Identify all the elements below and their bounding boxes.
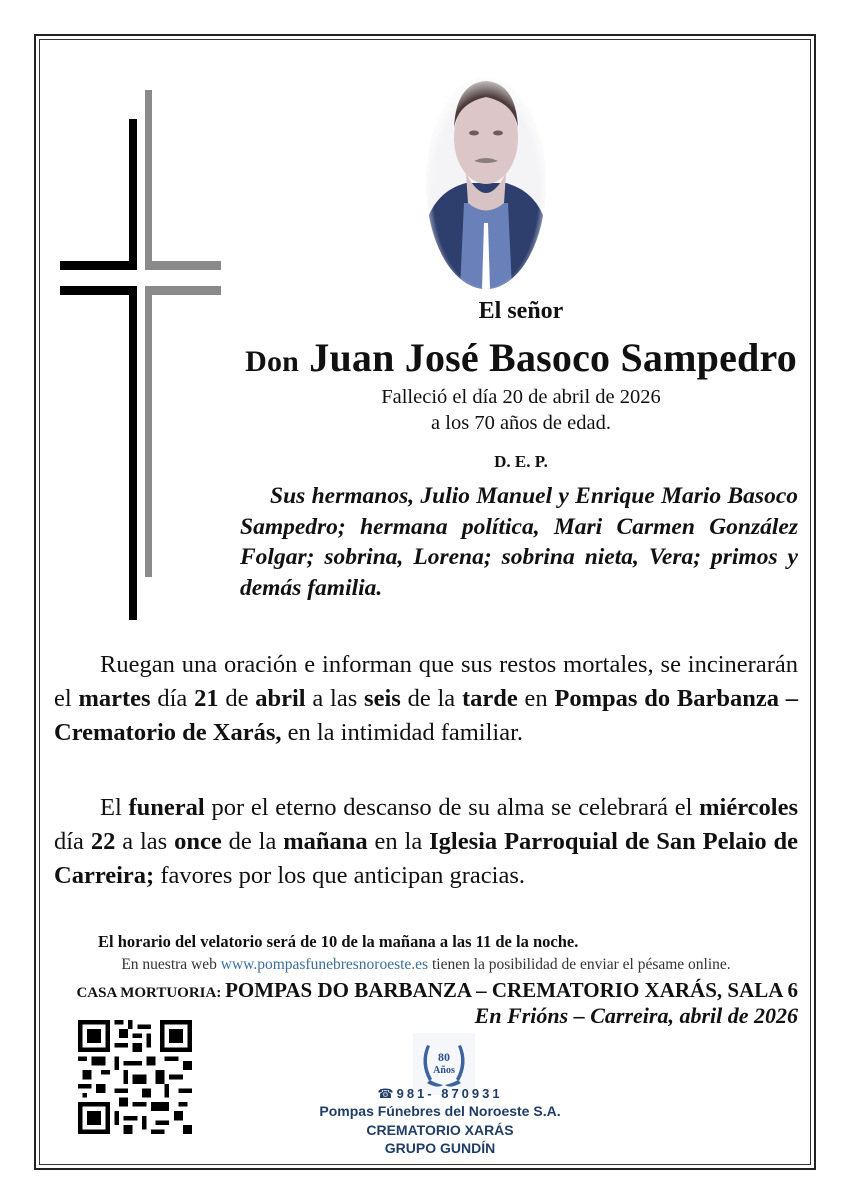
- phone-icon: ☎: [377, 1086, 397, 1101]
- place-date: En Frións – Carreira, abril de 2026: [474, 1003, 798, 1028]
- website-link[interactable]: www.pompasfunebresnoroeste.es: [220, 956, 429, 973]
- deceased-name: [240, 334, 802, 381]
- funeral-home: [76, 978, 798, 1003]
- company-name: Pompas Fúnebres del Noroeste S.A.: [319, 1103, 561, 1119]
- rip-label: D. E. P.: [494, 452, 548, 471]
- funeral-home-value: POMPAS DO BARBANZA – CREMATORIO XARÁS, SALA 6: [225, 978, 798, 1002]
- death-date: Falleció el día 20 de abril de 2026: [381, 386, 661, 408]
- title-prefix: El señor: [478, 298, 564, 324]
- funeral-paragraph: El funeral por el eterno descanso de su alma se celebrará el miércoles día 22 a las once de la mañana en la Iglesia Parroquial de San Pelaio de Carreira; favores por los que anticipan gracias.: [54, 794, 798, 889]
- portrait-photo: [426, 73, 546, 289]
- full-name: Juan José Basoco Sampedro: [309, 335, 797, 380]
- honorific: Don: [245, 345, 300, 378]
- age: a los 70 años de edad.: [431, 412, 611, 434]
- death-info: [240, 384, 802, 436]
- group-name: GRUPO GUNDÍN: [384, 1140, 496, 1156]
- wake-hours: El horario del velatorio será de 10 de la mañana a las 11 de la noche.: [98, 932, 579, 951]
- crematorium-name: CREMATORIO XARÁS: [366, 1122, 514, 1138]
- svg-text:80: 80: [438, 1050, 450, 1064]
- qr-code[interactable]: [78, 1020, 192, 1134]
- web-condolence-note: En nuestra web www.pompasfunebresnoroeste.es tienen la posibilidad de enviar el pésame online.: [121, 956, 731, 973]
- phone[interactable]: [300, 1086, 580, 1102]
- family-list: Sus hermanos, Julio Manuel y Enrique Mario Basoco Sampedro; hermana política, Mari Carmen González Folgar; sobrina, Lorena; sobrina nieta, Vera; primos y demás familia.: [240, 483, 798, 601]
- phone-number: 981- 870931: [396, 1086, 503, 1101]
- svg-text:Años: Años: [433, 1065, 455, 1076]
- cremation-paragraph: Ruegan una oración e informan que sus restos mortales, se incinerarán el martes día 21 de abril a las seis de la tarde en Pompas do Barbanza – Crematorio de Xarás, en la intimidad familiar.: [54, 651, 799, 746]
- funeral-home-label: CASA MORTUORIA:: [76, 985, 226, 1001]
